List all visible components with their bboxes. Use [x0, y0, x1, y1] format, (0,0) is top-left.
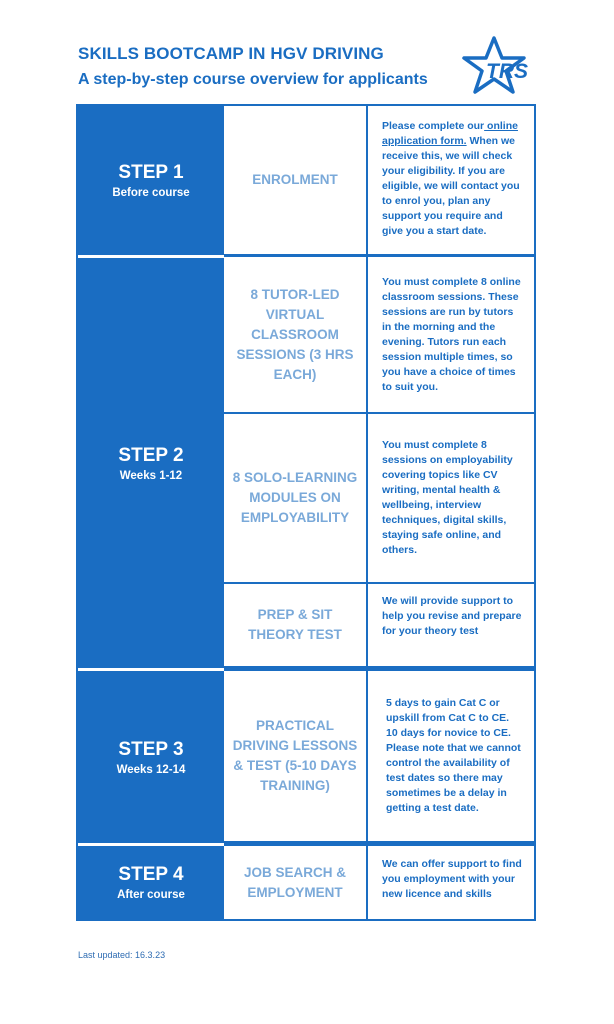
desc-employability: You must complete 8 sessions on employability covering topics like CV writing, mental health & wellbeing, interview techniques, digital skills, staying safe online, and others. [368, 414, 534, 582]
desc-text: When we receive this, we will check your eligibility. If you are eligible, we will contact you to enrol you, plan any support you require and give you a start date. [382, 135, 520, 237]
step-3 [78, 668, 224, 843]
step-timing: Weeks 1-12 [119, 469, 183, 482]
page-subtitle: A step-by-step course overview for applicants [78, 71, 428, 88]
desc-text: Please complete our [382, 120, 485, 132]
step-number: STEP 1 [118, 162, 184, 183]
step-number: STEP 3 [118, 738, 184, 760]
task-job-search: JOB SEARCH & EMPLOYMENT [224, 846, 366, 919]
task-practical-driving: PRACTICAL DRIVING LESSONS & TEST (5-10 DAYS TRAINING) [224, 671, 366, 841]
trs-logo [462, 36, 538, 98]
task-theory-test: PREP & SIT THEORY TEST [224, 584, 366, 666]
desc-theory-test: We will provide support to help you revise and prepare for your theory test [368, 584, 534, 666]
step-4 [78, 843, 224, 919]
course-table [76, 104, 536, 921]
step-timing: Before course [112, 187, 190, 199]
step-timing: Weeks 12-14 [116, 763, 186, 776]
step-2 [78, 255, 224, 668]
task-virtual-classroom: 8 TUTOR-LED VIRTUAL CLASSROOM SESSIONS (3 HRS EACH) [224, 257, 366, 412]
task-employability: 8 SOLO-LEARNING MODULES ON EMPLOYABILITY [224, 414, 366, 582]
page-title: SKILLS BOOTCAMP IN HGV DRIVING [78, 44, 384, 63]
step-1 [78, 106, 224, 255]
desc-job-search: We can offer support to find you employment with your new licence and skills [368, 846, 534, 919]
desc-virtual-classroom: You must complete 8 online classroom sessions. These sessions are run by tutors in the morning and the evening. Tutors run each session multiple times, so you have a choice of times to suit you. [368, 257, 534, 412]
task-enrolment: ENROLMENT [224, 106, 366, 254]
desc-practical-driving: 5 days to gain Cat C or upskill from Cat C to CE. 10 days for novice to CE. Please note that we cannot control the availability of test dates so there may sometimes be a delay in getting a test date. [368, 671, 534, 841]
last-updated: Last updated: 16.3.23 [78, 950, 166, 960]
step-number: STEP 4 [118, 864, 184, 885]
online-application-link[interactable]: online application form. [382, 120, 518, 147]
desc-enrolment [368, 106, 534, 254]
logo-text: TRS [486, 60, 528, 83]
step-timing: After course [117, 889, 185, 901]
step-number: STEP 2 [118, 444, 184, 466]
